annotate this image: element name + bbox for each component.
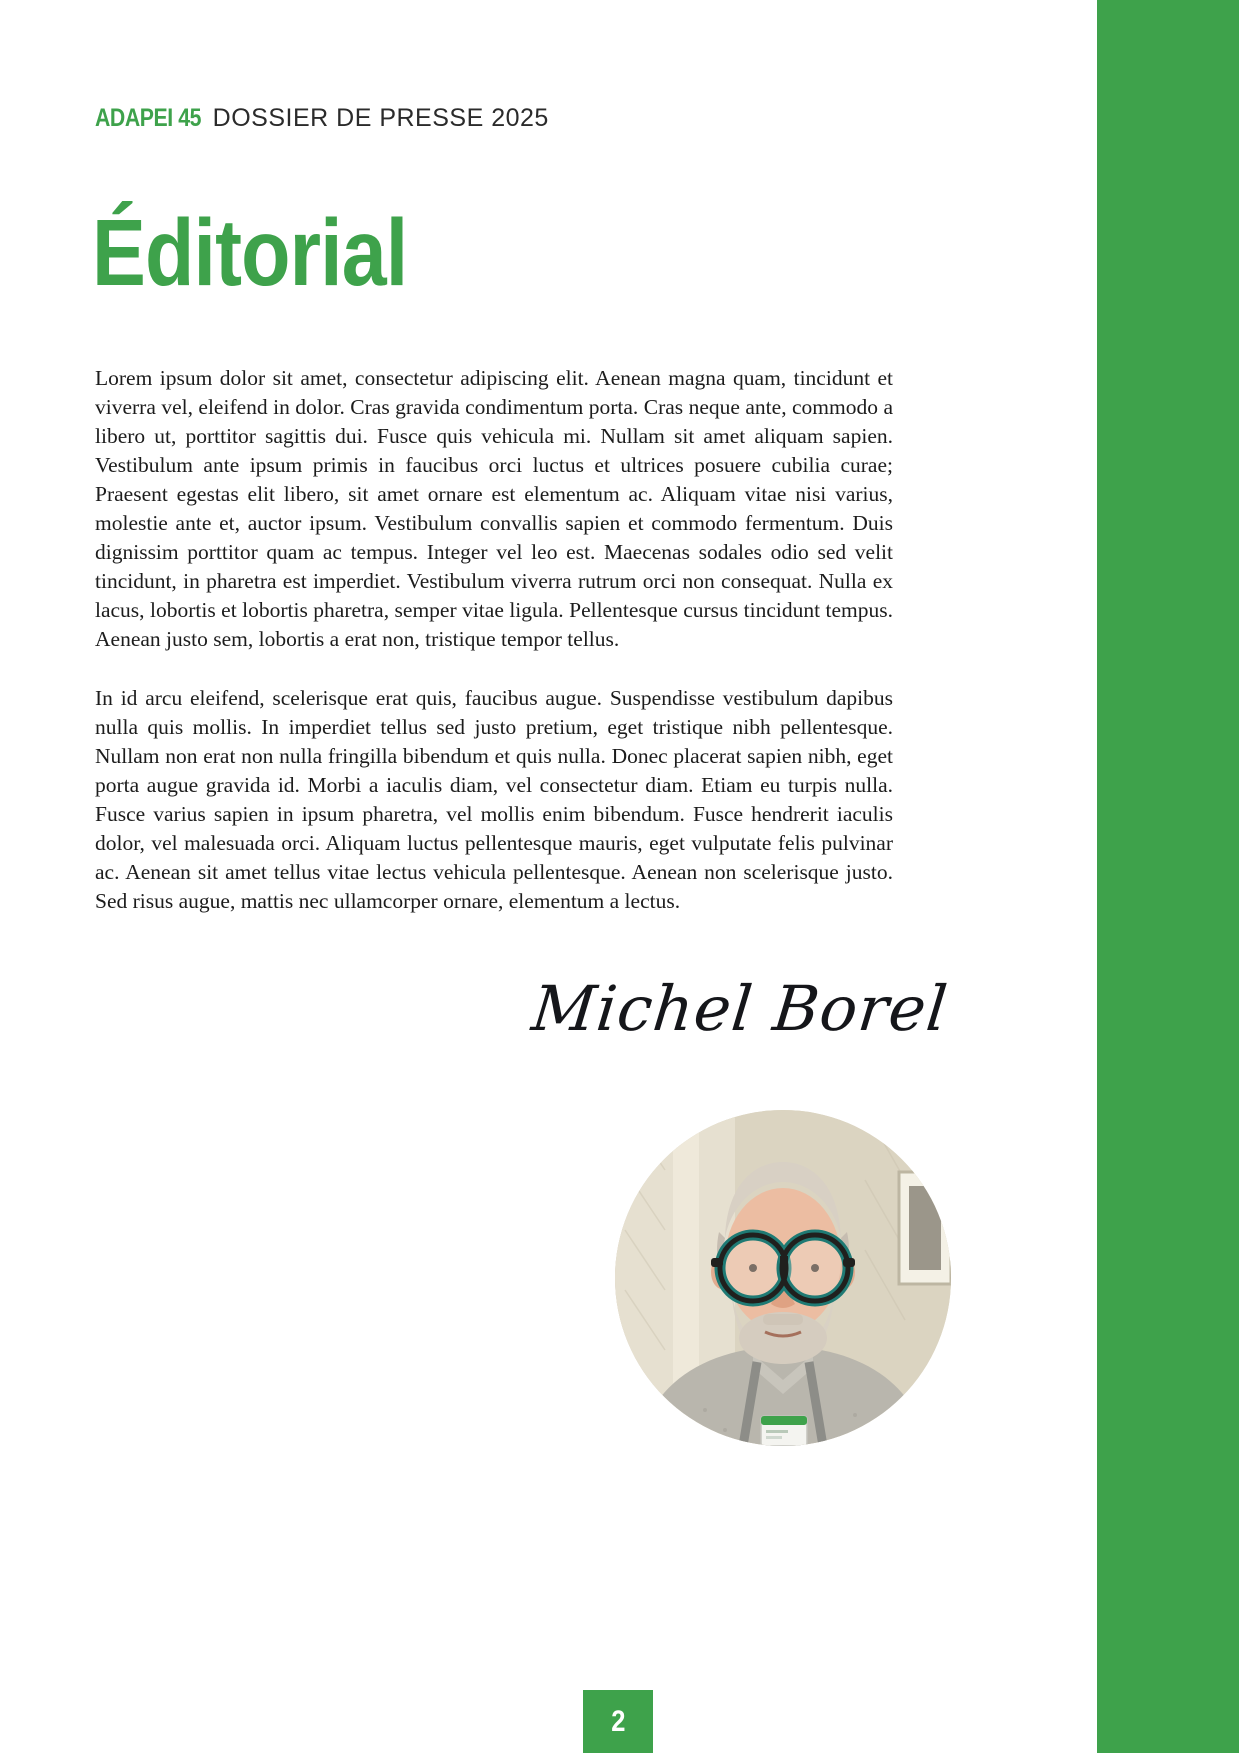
page-number-badge <box>583 1690 653 1753</box>
paragraph: In id arcu eleifend, scelerisque erat quis, faucibus augue. Suspendisse vestibulum dapibus nulla quis mollis. In imperdiet tellus sed justo pretium, eget tristique nibh pellentesque. Nullam non erat non nulla fringilla bibendum et quis nulla. Donec placerat sapien nibh, eget porta augue gravida id. Morbi a iaculis diam, vel consectetur diam. Etiam eu turpis nulla. Fusce varius sapien in ipsum pharetra, vel mollis enim bibendum. Fusce hendrerit iaculis dolor, vel malesuada orci. Aliquam luctus pellentesque mauris, eget vulputate felis pulvinar ac. Aenean sit amet tellus vitae lectus vehicula pellentesque. Aenean non scelerisque justo. Sed risus augue, mattis nec ullamcorper ornare, elementum a lectus. <box>95 686 893 913</box>
page-title: Éditorial <box>92 200 408 306</box>
portrait-photo <box>615 1110 951 1446</box>
document-header <box>95 104 549 133</box>
paragraph: Lorem ipsum dolor sit amet, consectetur adipiscing elit. Aenean magna quam, tincidunt et viverra vel, eleifend in dolor. Cras gravida condimentum porta. Cras neque ante, commodo a libero ut, porttitor sagittis dui. Fusce quis vehicula mi. Nullam sit amet aliquam sapien. Vestibulum ante ipsum primis in faucibus orci luctus et ultrices posuere cubilia curae; Praesent egestas elit libero, sit amet ornare est elementum ac. Aliquam vitae nisi varius, molestie ante et, auctor ipsum. Vestibulum convallis sapien et commodo fermentum. Duis dignissim porttitor quam ac tempus. Integer vel leo est. Maecenas sodales odio sed velit tincidunt, in pharetra est imperdiet. Vestibulum viverra rutrum orci non consequat. Nulla ex lacus, lobortis et lobortis pharetra, semper vitae ligula. Pellentesque cursus tincidunt tempus. Aenean justo sem, lobortis a erat non, tristique tempor tellus. <box>95 366 893 651</box>
brand-name: ADAPEI 45 <box>95 104 202 132</box>
header-title: DOSSIER DE PRESSE 2025 <box>212 104 549 132</box>
portrait-illustration <box>615 1110 951 1446</box>
signature: Michel Borel <box>528 972 952 1045</box>
accent-sidebar <box>1097 0 1239 1753</box>
body-copy <box>95 364 893 946</box>
page-number: 2 <box>610 1704 626 1738</box>
